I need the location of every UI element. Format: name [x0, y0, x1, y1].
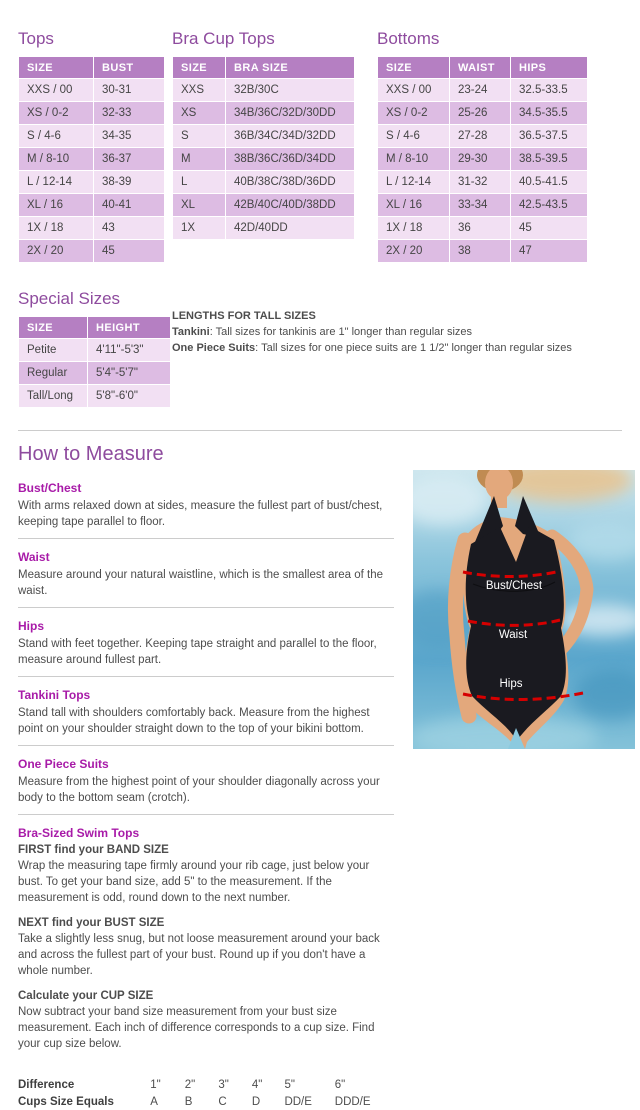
table-cell: M / 8-10	[378, 148, 449, 170]
table-cell: 27-28	[450, 125, 510, 147]
special-sizes-table	[18, 316, 171, 408]
table-cell: 23-24	[450, 79, 510, 101]
tankini-label: Tankini	[172, 326, 210, 338]
bottoms-section	[377, 28, 588, 263]
column-header: SIZE	[19, 57, 93, 78]
table-cell: 38.5-39.5	[511, 148, 587, 170]
table-row	[173, 148, 354, 170]
table-cell: 29-30	[450, 148, 510, 170]
table-cell: XL	[173, 194, 225, 216]
table-row	[19, 217, 164, 239]
table-row	[173, 79, 354, 101]
measure-heading: Tankini Tops	[18, 688, 91, 702]
measure-body: Stand tall with shoulders comfortably back. Measure from the highest point on your shoulder straight down to the top of your bikini bottom.	[18, 707, 370, 735]
table-cell: 1X	[173, 217, 225, 239]
step-title: FIRST find your BAND SIZE	[18, 844, 169, 856]
table-row	[19, 240, 164, 262]
table-cell: XS / 0-2	[19, 102, 93, 124]
measure-body: Measure from the highest point of your shoulder diagonally across your body to the bottom seam (crotch).	[18, 776, 380, 804]
table-cell: 32-33	[94, 102, 164, 124]
table-row	[19, 125, 164, 147]
step-body: Now subtract your band size measurement from your bust size measurement. Each inch of difference corresponds to a cup size. Find your cup size below.	[18, 1006, 375, 1050]
difference-value: 4"	[251, 1078, 263, 1091]
table-cell: 42B/40C/40D/38DD	[226, 194, 354, 216]
table-row	[378, 240, 587, 262]
tops-header-row	[19, 57, 164, 78]
measure-section-bra-sized	[18, 826, 394, 1060]
measure-section-tankini	[18, 688, 394, 746]
special-sizes-header-row	[19, 317, 170, 338]
cup-value: A	[150, 1095, 158, 1108]
table-row	[173, 125, 354, 147]
table-cell: 43	[94, 217, 164, 239]
column-header: WAIST	[450, 57, 510, 78]
table-cell: 25-26	[450, 102, 510, 124]
table-cell: 38-39	[94, 171, 164, 193]
table-row	[19, 339, 170, 361]
table-cell: 47	[511, 240, 587, 262]
step-body: Wrap the measuring tape firmly around your rib cage, just below your bust. To get your band size, add 5" to the measurement. If the measurement is odd, round down to the next number.	[18, 860, 370, 904]
table-cell: 42.5-43.5	[511, 194, 587, 216]
cup-value: D	[251, 1095, 261, 1108]
table-cell: 34.5-35.5	[511, 102, 587, 124]
cup-value: C	[218, 1095, 227, 1108]
onepiece-label: One Piece Suits	[172, 342, 256, 354]
tall-lengths-tankini-line	[172, 324, 624, 340]
section-divider	[18, 430, 622, 431]
table-cell: 36B/34C/34D/32DD	[226, 125, 354, 147]
table-cell: 34B/36C/32D/30DD	[226, 102, 354, 124]
measure-section-waist	[18, 550, 394, 608]
measure-heading: Waist	[18, 550, 50, 564]
table-cell: XS	[173, 102, 225, 124]
column-header: BRA SIZE	[226, 57, 354, 78]
table-cell: S / 4-6	[378, 125, 449, 147]
column-header: SIZE	[173, 57, 225, 78]
table-cell: 45	[511, 217, 587, 239]
table-cell: 42D/40DD	[226, 217, 354, 239]
column-header: SIZE	[378, 57, 449, 78]
table-cell: M / 8-10	[19, 148, 93, 170]
table-cell: 5'4"-5'7"	[88, 362, 170, 384]
table-cell: XXS / 00	[19, 79, 93, 101]
table-cell: 36.5-37.5	[511, 125, 587, 147]
tall-lengths-note	[172, 308, 624, 356]
table-row	[378, 79, 587, 101]
how-to-measure-section	[18, 442, 394, 1110]
table-cell: 40B/38C/38D/36DD	[226, 171, 354, 193]
table-row	[19, 102, 164, 124]
table-cell: 40.5-41.5	[511, 171, 587, 193]
measure-body: With arms relaxed down at sides, measure the fullest part of bust/chest, keeping tape parallel to floor.	[18, 500, 383, 528]
measure-heading: Hips	[18, 619, 45, 633]
table-row	[378, 217, 587, 239]
measure-body: Stand with feet together. Keeping tape straight and parallel to the floor, measure around fullest part.	[18, 638, 377, 666]
difference-value: 3"	[218, 1078, 229, 1091]
cup-value: DD/E	[284, 1095, 312, 1108]
table-cell: XXS / 00	[378, 79, 449, 101]
table-row	[19, 171, 164, 193]
special-sizes-section	[18, 288, 171, 408]
table-cell: 1X / 18	[19, 217, 93, 239]
table-cell: Petite	[19, 339, 87, 361]
hips-label: Hips	[499, 678, 523, 690]
table-cell: 31-32	[450, 171, 510, 193]
tankini-text: : Tall sizes for tankinis are 1" longer than regular sizes	[209, 326, 473, 338]
table-cell: 34-35	[94, 125, 164, 147]
bottoms-header-row	[378, 57, 587, 78]
waist-label: Waist	[498, 629, 528, 641]
table-row	[173, 194, 354, 216]
measurement-photo	[413, 470, 635, 749]
difference-row	[18, 1076, 394, 1093]
table-cell: L	[173, 171, 225, 193]
table-cell: 1X / 18	[378, 217, 449, 239]
table-cell: 4'11"-5'3"	[88, 339, 170, 361]
table-cell: 36	[450, 217, 510, 239]
table-row	[378, 194, 587, 216]
table-row	[19, 194, 164, 216]
onepiece-text: : Tall sizes for one piece suits are 1 1/2" longer than regular sizes	[255, 342, 572, 354]
table-row	[19, 148, 164, 170]
bra-cup-tops-title: Bra Cup Tops	[172, 29, 275, 48]
table-row	[378, 102, 587, 124]
table-cell: L / 12-14	[378, 171, 449, 193]
how-to-measure-title: How to Measure	[18, 443, 164, 465]
table-cell: 2X / 20	[378, 240, 449, 262]
step-title: NEXT find your BUST SIZE	[18, 917, 165, 929]
table-cell: M	[173, 148, 225, 170]
measure-section-onepiece	[18, 757, 394, 815]
step-body: Take a slightly less snug, but not loose measurement around your back and across the fullest part of your bust. Round up if you don't have a whole number.	[18, 933, 380, 977]
bra-cup-tops-table	[172, 56, 355, 240]
table-cell: XXS	[173, 79, 225, 101]
table-cell: 40-41	[94, 194, 164, 216]
cups-label: Cups Size Equals	[18, 1095, 114, 1108]
bra-cup-header-row	[173, 57, 354, 78]
band-size-step	[18, 843, 394, 906]
special-sizes-title: Special Sizes	[18, 289, 121, 308]
step-title: Calculate your CUP SIZE	[18, 990, 154, 1002]
difference-label: Difference	[18, 1078, 75, 1091]
difference-value: 1"	[150, 1078, 161, 1091]
tall-lengths-onepiece-line	[172, 340, 624, 356]
table-cell: 38B/36C/36D/34DD	[226, 148, 354, 170]
table-cell: S / 4-6	[19, 125, 93, 147]
table-row	[19, 79, 164, 101]
table-row	[19, 362, 170, 384]
table-cell: 5'8"-6'0"	[88, 385, 170, 407]
bust-chest-label: Bust/Chest	[485, 580, 543, 592]
table-cell: XL / 16	[378, 194, 449, 216]
table-cell: XL / 16	[19, 194, 93, 216]
cup-value: DDD/E	[334, 1095, 371, 1108]
table-row	[378, 171, 587, 193]
column-header: SIZE	[19, 317, 87, 338]
tall-lengths-heading: LENGTHS FOR TALL SIZES	[172, 310, 316, 322]
tops-table	[18, 56, 165, 263]
cup-value: B	[184, 1095, 193, 1108]
measure-heading: Bust/Chest	[18, 481, 82, 495]
difference-value: 2"	[184, 1078, 196, 1091]
bottoms-table	[377, 56, 588, 263]
table-cell: 2X / 20	[19, 240, 93, 262]
table-cell: XS / 0-2	[378, 102, 449, 124]
table-cell: 33-34	[450, 194, 510, 216]
measure-section-bust	[18, 481, 394, 539]
table-row	[378, 125, 587, 147]
tops-section	[18, 28, 165, 263]
table-row	[173, 102, 354, 124]
table-cell: Tall/Long	[19, 385, 87, 407]
difference-value: 6"	[334, 1078, 346, 1091]
table-cell: 32B/30C	[226, 79, 354, 101]
table-row	[19, 385, 170, 407]
column-header: HEIGHT	[88, 317, 170, 338]
cups-row	[18, 1093, 394, 1110]
table-cell: S	[173, 125, 225, 147]
table-row	[173, 171, 354, 193]
table-cell: 38	[450, 240, 510, 262]
measure-heading: One Piece Suits	[18, 757, 109, 771]
bottoms-title: Bottoms	[377, 29, 440, 48]
table-cell: L / 12-14	[19, 171, 93, 193]
table-cell: 45	[94, 240, 164, 262]
difference-value: 5"	[284, 1078, 295, 1091]
cup-size-table	[18, 1076, 394, 1110]
measure-section-hips	[18, 619, 394, 677]
table-row	[173, 217, 354, 239]
table-row	[378, 148, 587, 170]
measure-body: Measure around your natural waistline, which is the smallest area of the waist.	[18, 569, 383, 597]
table-cell: 32.5-33.5	[511, 79, 587, 101]
tops-title: Tops	[18, 29, 54, 48]
cup-size-step	[18, 989, 394, 1052]
bra-cup-tops-section	[172, 28, 355, 240]
column-header: BUST	[94, 57, 164, 78]
swimsuit-figure-illustration	[413, 470, 635, 749]
column-header: HIPS	[511, 57, 587, 78]
table-cell: 30-31	[94, 79, 164, 101]
bra-sized-heading: Bra-Sized Swim Tops	[18, 826, 140, 840]
table-cell: 36-37	[94, 148, 164, 170]
table-cell: Regular	[19, 362, 87, 384]
bust-size-step	[18, 916, 394, 979]
